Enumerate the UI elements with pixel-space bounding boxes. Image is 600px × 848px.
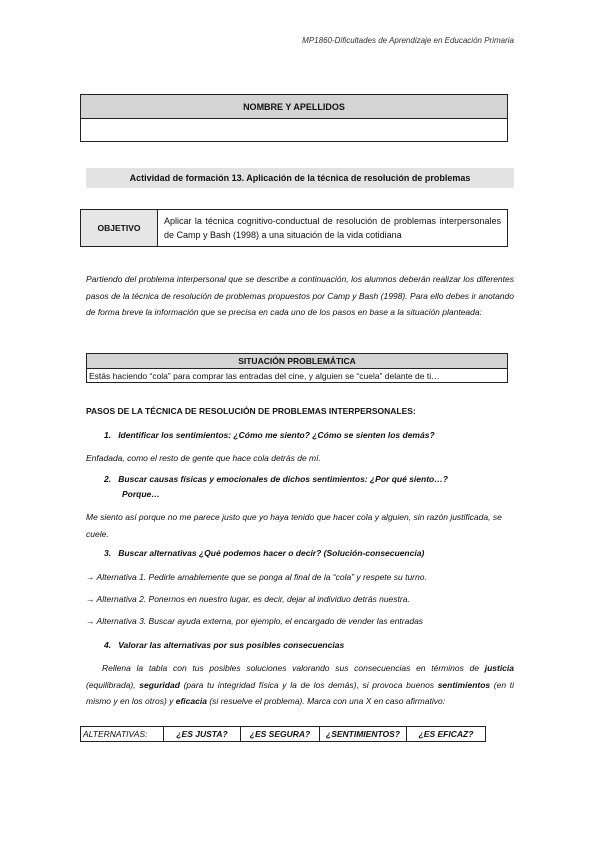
note-text: (en ti mismo y en los otros) y [86,679,514,706]
header-segura: ¿ES SEGURA? [241,727,320,742]
header-eficaz: ¿ES EFICAZ? [407,727,486,742]
objective-box [80,209,508,247]
alternative-2 [86,594,410,604]
step-number: 2. [104,474,112,484]
keyword-sentimientos: sentimientos [437,679,491,690]
step-text: Identificar los sentimientos: ¿Cómo me siento? ¿Cómo se sienten los demás? [118,430,435,440]
name-box-title: NOMBRE Y APELLIDOS [81,95,507,119]
header-sentimientos: ¿SENTIMIENTOS? [320,727,407,742]
keyword-justicia: justicia [484,663,514,673]
answer-1: Enfadada, como el resto de gente que hace cola detrás de mí. [86,453,321,463]
step-number: 1. [104,430,112,440]
arrow-right-icon: → [86,572,95,582]
alternative-text: Alternativa 1. Pedirle amablemente que se ponga al final de la “cola” y respete su turno. [96,572,427,582]
objective-label: OBJETIVO [81,210,158,246]
alternative-text: Alternativa 2. Ponernos en nuestro lugar, es decir, dejar al individuo detrás nuestra. [96,594,410,604]
step-number: 4. [104,640,112,650]
step-2-line-2: Porque… [122,489,160,499]
alternatives-table [80,726,486,742]
keyword-eficacia: eficacia [175,696,207,706]
steps-title: PASOS DE LA TÉCNICA DE RESOLUCIÓN DE PROBLEMAS INTERPERSONALES: [86,406,416,416]
header-justa: ¿ES JUSTA? [164,727,241,742]
keyword-seguridad: seguridad [139,679,180,690]
arrow-right-icon: → [86,616,95,626]
table-header-row [81,727,486,742]
activity-title: Actividad de formación 13. Aplicación de la técnica de resolución de problemas [86,168,514,188]
note-text: (equilibrada), [86,679,140,690]
alternative-3 [86,616,423,626]
page-header: MP1860-Dificultades de Aprendizaje en Educación Primaria [302,36,514,45]
note-text: (si resuelve el problema). Marca con una X en caso afirmativo: [206,696,446,706]
objective-text: Aplicar la técnica cognitivo-conductual de resolución de problemas interpersonales de Camp y Bash (1998) a una situación de la vida cotidiana [164,216,501,240]
note-text: Rellena la tabla con tus posibles soluciones valorando sus consecuencias en términos de [102,663,485,673]
step-2 [104,474,448,484]
note-text: (para tu integridad física y la de los demás), si provoca buenos [179,679,438,690]
arrow-right-icon: → [86,594,95,604]
step-3 [104,548,424,558]
alternative-1 [86,572,427,582]
header-alternativas: ALTERNATIVAS: [81,727,164,742]
step-text: Buscar alternativas ¿Qué podemos hacer o decir? (Solución-consecuencia) [118,548,425,558]
situation-text: Estás haciendo “cola” para comprar las entradas del cine, y alguien se “cuela” delante de ti… [89,371,440,381]
alternative-text: Alternativa 3. Buscar ayuda externa, por ejemplo, el encargado de vender las entradas [96,616,424,626]
situation-title: SITUACIÓN PROBLEMÁTICA [87,354,507,369]
table-instructions [86,660,514,710]
step-text: Buscar causas físicas y emocionales de dichos sentimientos: ¿Por qué siento…? [118,474,448,484]
step-number: 3. [104,548,112,558]
name-field[interactable] [81,119,507,142]
situation-box [86,353,508,383]
step-4 [104,640,344,650]
step-1 [104,430,435,440]
answer-2: Me siento así porque no me parece justo que yo haya tenido que hacer cola y alguien, sin razón justificada, se cuele. [86,512,502,539]
name-box [80,94,508,142]
step-text: Valorar las alternativas por sus posibles consecuencias [118,640,345,650]
intro-paragraph: Partiendo del problema interpersonal que se describe a continuación, los alumnos deberán realizar los diferentes pasos de la técnica de resolución de problemas propuestos por Camp y Bash (1998). Para ello debes ir anotando de forma breve la información que se precisa en cada uno de los pasos en base a la situación planteada: [86,274,514,317]
